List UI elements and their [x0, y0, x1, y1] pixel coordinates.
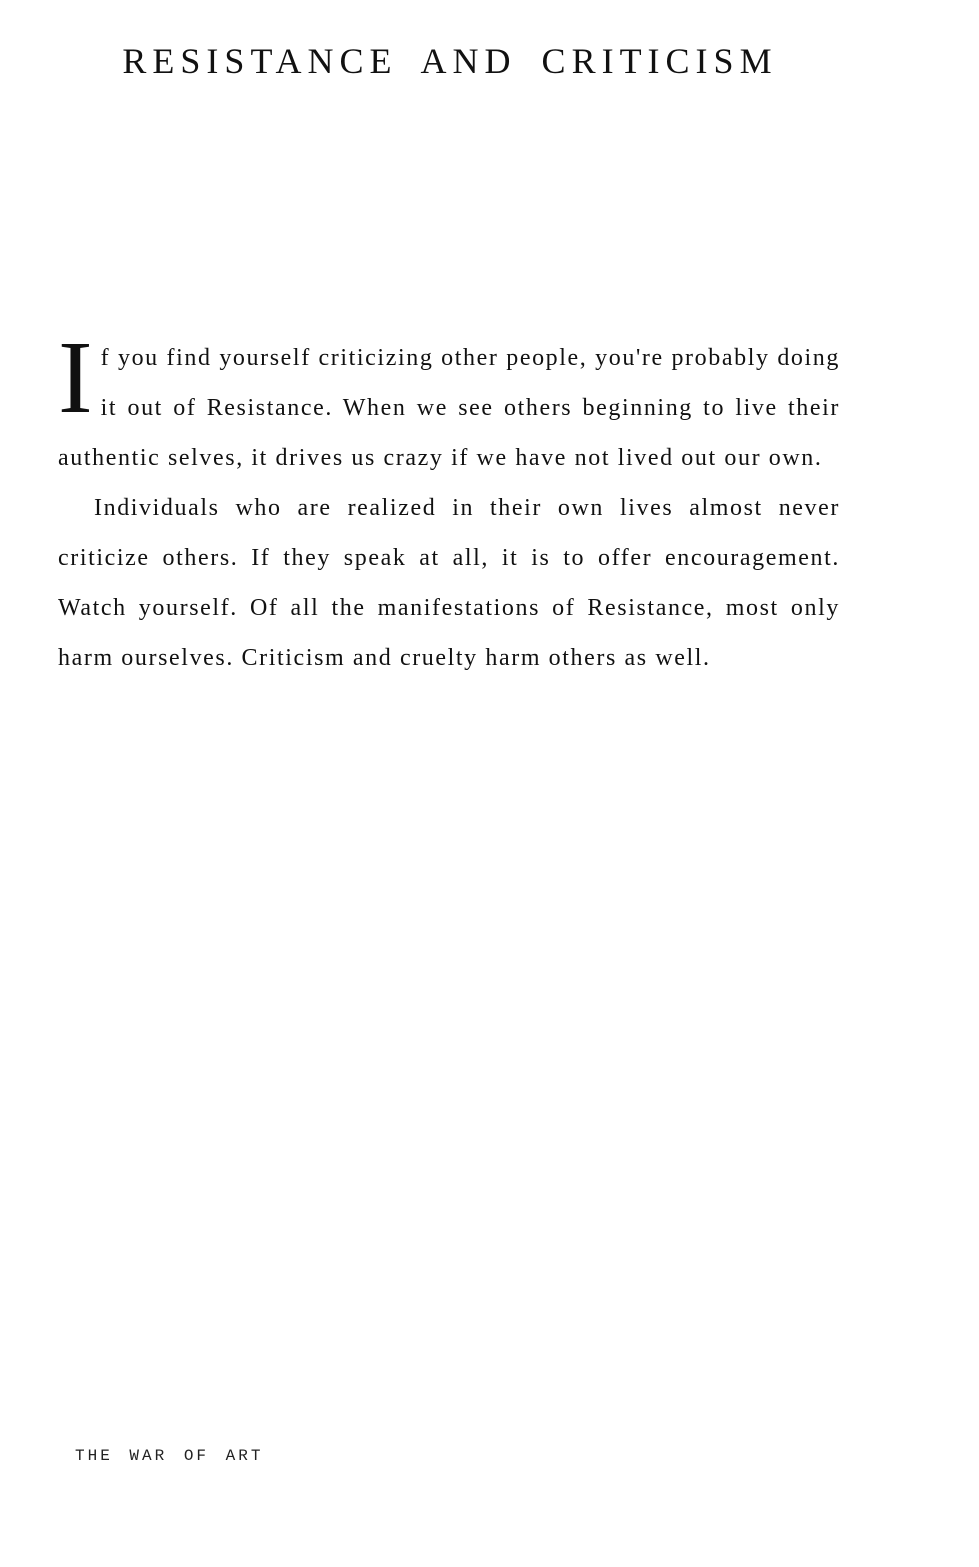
- paragraph-first: [58, 320, 840, 483]
- body-text: [58, 320, 840, 683]
- drop-cap: I: [58, 320, 93, 435]
- paragraph-first-text: f you find yourself criticizing other people, you're probably doing it out of Resistance. When we see others beginning to live their authentic selves, it drives us crazy if we have not lived out our own.: [58, 345, 840, 471]
- running-footer: THE WAR OF ART: [75, 1447, 264, 1465]
- page-title: RESISTANCE AND CRITICISM: [122, 41, 778, 81]
- paragraph-second: Individuals who are realized in their own lives almost never criticize others. If they speak at all, it is to offer encouragement. Watch yourself. Of all the manifestations of Resistance, most only harm ourselves. Criticism and cruelty harm others as well.: [58, 495, 840, 671]
